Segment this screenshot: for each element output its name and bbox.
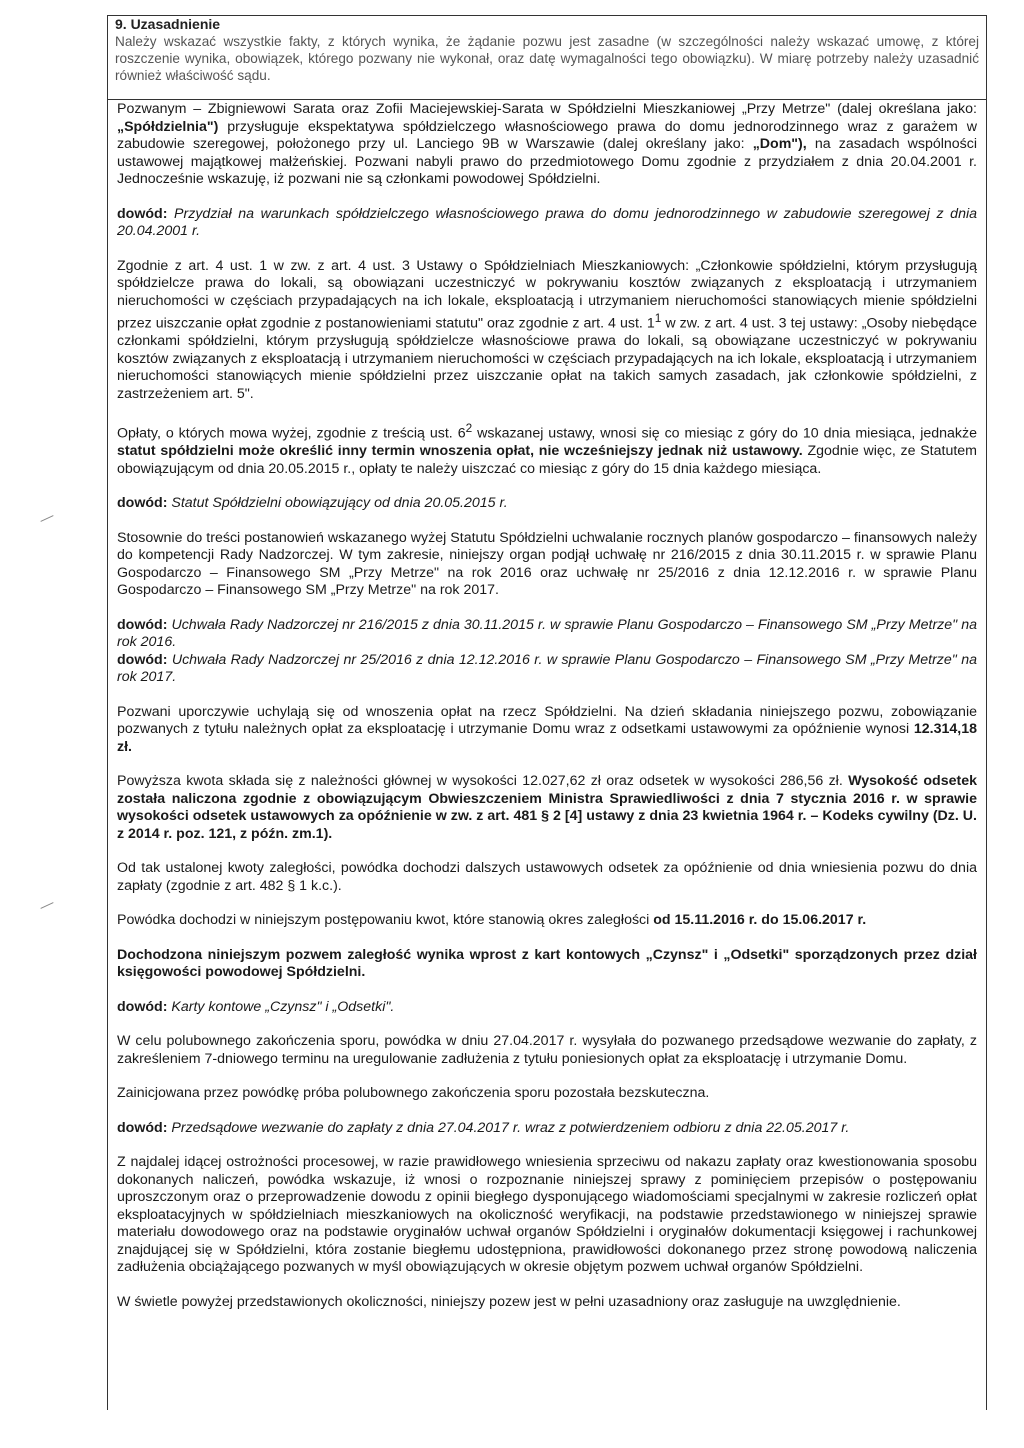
evidence-text: Uchwała Rady Nadzorczej nr 25/2016 z dnia 12.12.2016 r. w sprawie Planu Gospodarczo – Finansowego SM „Przy Metrze" na rok 2017. xyxy=(117,651,977,686)
paragraph-fees xyxy=(117,420,977,478)
evidence-label: dowód: xyxy=(117,205,168,222)
evidence-text: Przedsądowe wezwanie do zapłaty z dnia 27.04.2017 r. wraz z potwierdzeniem odbioru z dnia 22.05.2017 r. xyxy=(167,1119,850,1136)
evidence-accounts xyxy=(117,999,977,1017)
evidence-resolution-2016 xyxy=(117,617,977,652)
text: na zasadach wspólności ustawowej majątkowej małżeńskiej. Pozwani nabyli prawo do przedmiotowego Domu zgodnie z przydziałem z dnia 20.04.2001 r. Jednocześnie wskazuję, iż pozwani nie są członkami powodowej Spółdzielni. xyxy=(117,136,978,187)
evidence-label: dowód: xyxy=(117,616,168,633)
paragraph-further-interest: Od tak ustalonej kwoty zaległości, powódka dochodzi dalszych ustawowych odsetek za opóźnienie od dnia wniesienia pozwu do dnia zapłaty (zgodnie z art. 482 § 1 k.c.). xyxy=(117,860,977,894)
evidence-resolution-2017 xyxy=(117,652,977,687)
text-bold: „Dom"), xyxy=(752,136,807,152)
paragraph-period xyxy=(117,912,977,930)
evidence-label: dowód: xyxy=(117,495,168,512)
punch-hole-mark xyxy=(40,902,53,909)
text: w zw. z art. 4 ust. 3 tej ustawy: „Osoby niebędące członkami spółdzielni, którym przysługują spółdzielcze własnościowe prawa do lokali, są obowiązane uczestniczyć w pokrywaniu kosztów związanych z eksploatacją i utrzymaniem nieruchomości w częściach przypadających na ich lokale, eksploatacją i utrzymaniem nieruchomości stanowiących mienie spółdzielni przez uiszczanie opłat na takich samych zasadach, jak członkowie spółdzielni, z zastrzeżeniem art. 5". xyxy=(117,315,977,402)
paragraph-unsuccessful: Zainicjowana przez powódkę próba polubownego zakończenia sporu pozostała bezskuteczna. xyxy=(117,1085,710,1102)
paragraph-demand: W celu polubownego zakończenia sporu, powódka w dniu 27.04.2017 r. wysyłała do pozwanego przedsądowe wezwanie do zapłaty, z zakreśleniem 7-dniowego terminu na uregulowanie zadłużenia z tytułu poniesionych opłat za eksploatację i utrzymanie Domu. xyxy=(117,1033,977,1067)
paragraph-debt xyxy=(117,704,977,757)
paragraph-expert: Z najdalej idącej ostrożności procesowej, w razie prawidłowego wniesienia sprzeciwu od nakazu zapłaty oraz kwestionowania sposobu dokonanych naliczeń, powódka wskazuje, iż wnosi o rozpoznanie niniejszej sprawy z pominięciem przepisów o postępowaniu uproszczonym oraz o przeprowadzenie dowodu z opinii biegłego dysponującego wiadomościami specjalnymi w zakresie rozliczeń opłat eksploatacyjnych w spółdzielniach mieszkaniowych na okoliczność weryfikacji, na podstawie przedstawionego w niniejszej sprawie materiału dowodowego oraz na podstawie oryginałów uchwał organów Spółdzielni i oryginałów dokumentacji księgowej i rachunkowej znajdującej się w Spółdzielni, która zostanie biegłemu udostępniona, prawidłowości dokonanego przez stronę powodową naliczenia zadłużenia obciążającego pozwanych w myśl obowiązujących w okresie objętym pozwem uchwał organów Spółdzielni. xyxy=(117,1154,977,1276)
text: Pozwanym – Zbigniewowi Sarata oraz Zofii Maciejewskiej-Sarata w Spółdzielni Mieszkaniowej „Przy Metrze" (dalej określana jako: xyxy=(117,101,977,117)
evidence-text: Karty kontowe „Czynsz" i „Odsetki". xyxy=(167,998,395,1015)
paragraph-parties xyxy=(117,101,977,189)
section-instructions: Należy wskazać wszystkie fakty, z których wynika, że żądanie pozwu jest zasadne (w szczególności należy wskazać umowę, z której roszczenie wynika, obowiązek, którego pozwany nie wykonał, oraz datę wymagalności tego obowiązku). W miarę potrzeby należy uzasadnić również właściwość sądu. xyxy=(115,34,979,83)
paragraph-plans: Stosownie do treści postanowień wskazanego wyżej Statutu Spółdzielni uchwalanie rocznych planów gospodarczo – finansowych należy do kompetencji Rady Nadzorczej. W tym zakresie, niniejszy organ podjął uchwałę nr 216/2015 z dnia 30.11.2015 r. w sprawie Planu Gospodarczo – Finansowego SM „Przy Metrze" na rok 2016 oraz uchwałę nr 25/2016 z dnia 12.12.2016 r. w sprawie Planu Gospodarczo – Finansowego SM „Przy Metrze" na rok 2017. xyxy=(117,529,977,599)
evidence-label: dowód: xyxy=(117,651,168,668)
text-bold: statut spółdzielni może określić inny termin wnoszenia opłat, nie wcześniejszy jednak niż ustawowy. xyxy=(117,443,803,460)
text-bold: „Spółdzielnia") xyxy=(117,118,219,135)
text: wskazanej ustawy, wnosi się co miesiąc z góry do 10 dnia miesiąca, jednakże xyxy=(472,425,977,442)
text: Pozwani uporczywie uchylają się od wnoszenia opłat na rzecz Spółdzielni. Na dzień składania niniejszego pozwu, zobowiązanie pozwanych z tytułu należnych opłat za eksploatację i utrzymanie Domu wraz z odsetkami ustawowymi za opóźnienie wynosi xyxy=(117,703,977,738)
period-range: od 15.11.2016 r. do 15.06.2017 r. xyxy=(653,912,867,929)
paragraph-conclusion: W świetle powyżej przedstawionych okoliczności, niniejszy pozew jest w pełni uzasadniony oraz zasługuje na uwzględnienie. xyxy=(117,1293,901,1310)
paragraph-accounts: Dochodzona niniejszym pozwem zaległość wynika wprost z kart kontowych „Czynsz" i „Odsetki" sporządzonych przez dział księgowości powodowej Spółdzielni. xyxy=(117,946,977,981)
text: Powyższa kwota składa się z należności głównej w wysokości 12.027,62 zł oraz odsetek w wysokości 286,56 zł. xyxy=(117,773,849,790)
text: Powódka dochodzi w niniejszym postępowaniu kwot, które stanowią okres zaległości xyxy=(117,912,654,929)
text: Zgodnie więc, ze Statutem obowiązującym od dnia 20.05.2015 r., opłaty te należy uiszczać co miesiąc z góry do 15 dnia każdego miesiąca. xyxy=(117,443,978,477)
justification-body xyxy=(117,101,977,1328)
superscript: 2 xyxy=(465,421,473,436)
evidence-text: Statut Spółdzielni obowiązujący od dnia 20.05.2015 r. xyxy=(167,495,508,512)
text: przysługuje ekspektatywa spółdzielczego własnościowego prawa do domu jednorodzinnego wraz z garażem w zabudowie szeregowej, położonego przy ul. Lanciego 9B w Warszawie (dalej określany jako: xyxy=(117,118,977,152)
paragraph-interest xyxy=(117,773,977,843)
text-bold: Wysokość odsetek została naliczona zgodnie z obowiązującym Obwieszczeniem Ministra Sprawiedliwości z dnia 7 stycznia 2016 r. w sprawie wysokości odsetek ustawowych za opóźnienie w zw. z art. 481 § 2 [4] ustawy z dnia 23 kwietnia 1964 r. – Kodeks cywilny (Dz. U. z 2014 r. poz. 121, z późn. zm.1). xyxy=(117,773,977,842)
evidence-label: dowód: xyxy=(117,998,168,1015)
section-title: 9. Uzasadnienie xyxy=(115,16,221,32)
debt-amount: 12.314,18 zł. xyxy=(117,721,977,755)
evidence-allocation xyxy=(117,206,977,241)
paragraph-law xyxy=(117,258,977,404)
evidence-text: Uchwała Rady Nadzorczej nr 216/2015 z dnia 30.11.2015 r. w sprawie Planu Gospodarczo – Finansowego SM „Przy Metrze" na rok 2016. xyxy=(117,616,977,651)
evidence-statute xyxy=(117,495,977,513)
superscript: 1 xyxy=(654,311,662,325)
evidence-text: Przydział na warunkach spółdzielczego własnościowego prawa do domu jednorodzinnego w zabudowie szeregowej z dnia 20.04.2001 r. xyxy=(117,205,977,239)
text: Opłaty, o których mowa wyżej, zgodnie z treścią ust. 6 xyxy=(117,425,466,442)
punch-hole-mark xyxy=(40,515,53,522)
evidence-label: dowód: xyxy=(117,1119,168,1136)
evidence-demand xyxy=(117,1120,977,1138)
section-header xyxy=(107,15,987,100)
text: Zgodnie z art. 4 ust. 1 w zw. z art. 4 ust. 3 Ustawy o Spółdzielniach Mieszkaniowych: „Członkowie spółdzielni, którym przysługują spółdzielcze prawa do lokali, są obowiązani uczestniczyć w pokrywaniu kosztów związanych z eksploatacją i utrzymaniem nieruchomości w częściach przypadających na ich lokale, eksploatacją i utrzymaniem nieruchomości stanowiących mienie spółdzielni przez uiszczanie opłat zgodnie z postanowieniami statutu" oraz zgodnie z art. 4 ust. 1 xyxy=(117,257,977,332)
